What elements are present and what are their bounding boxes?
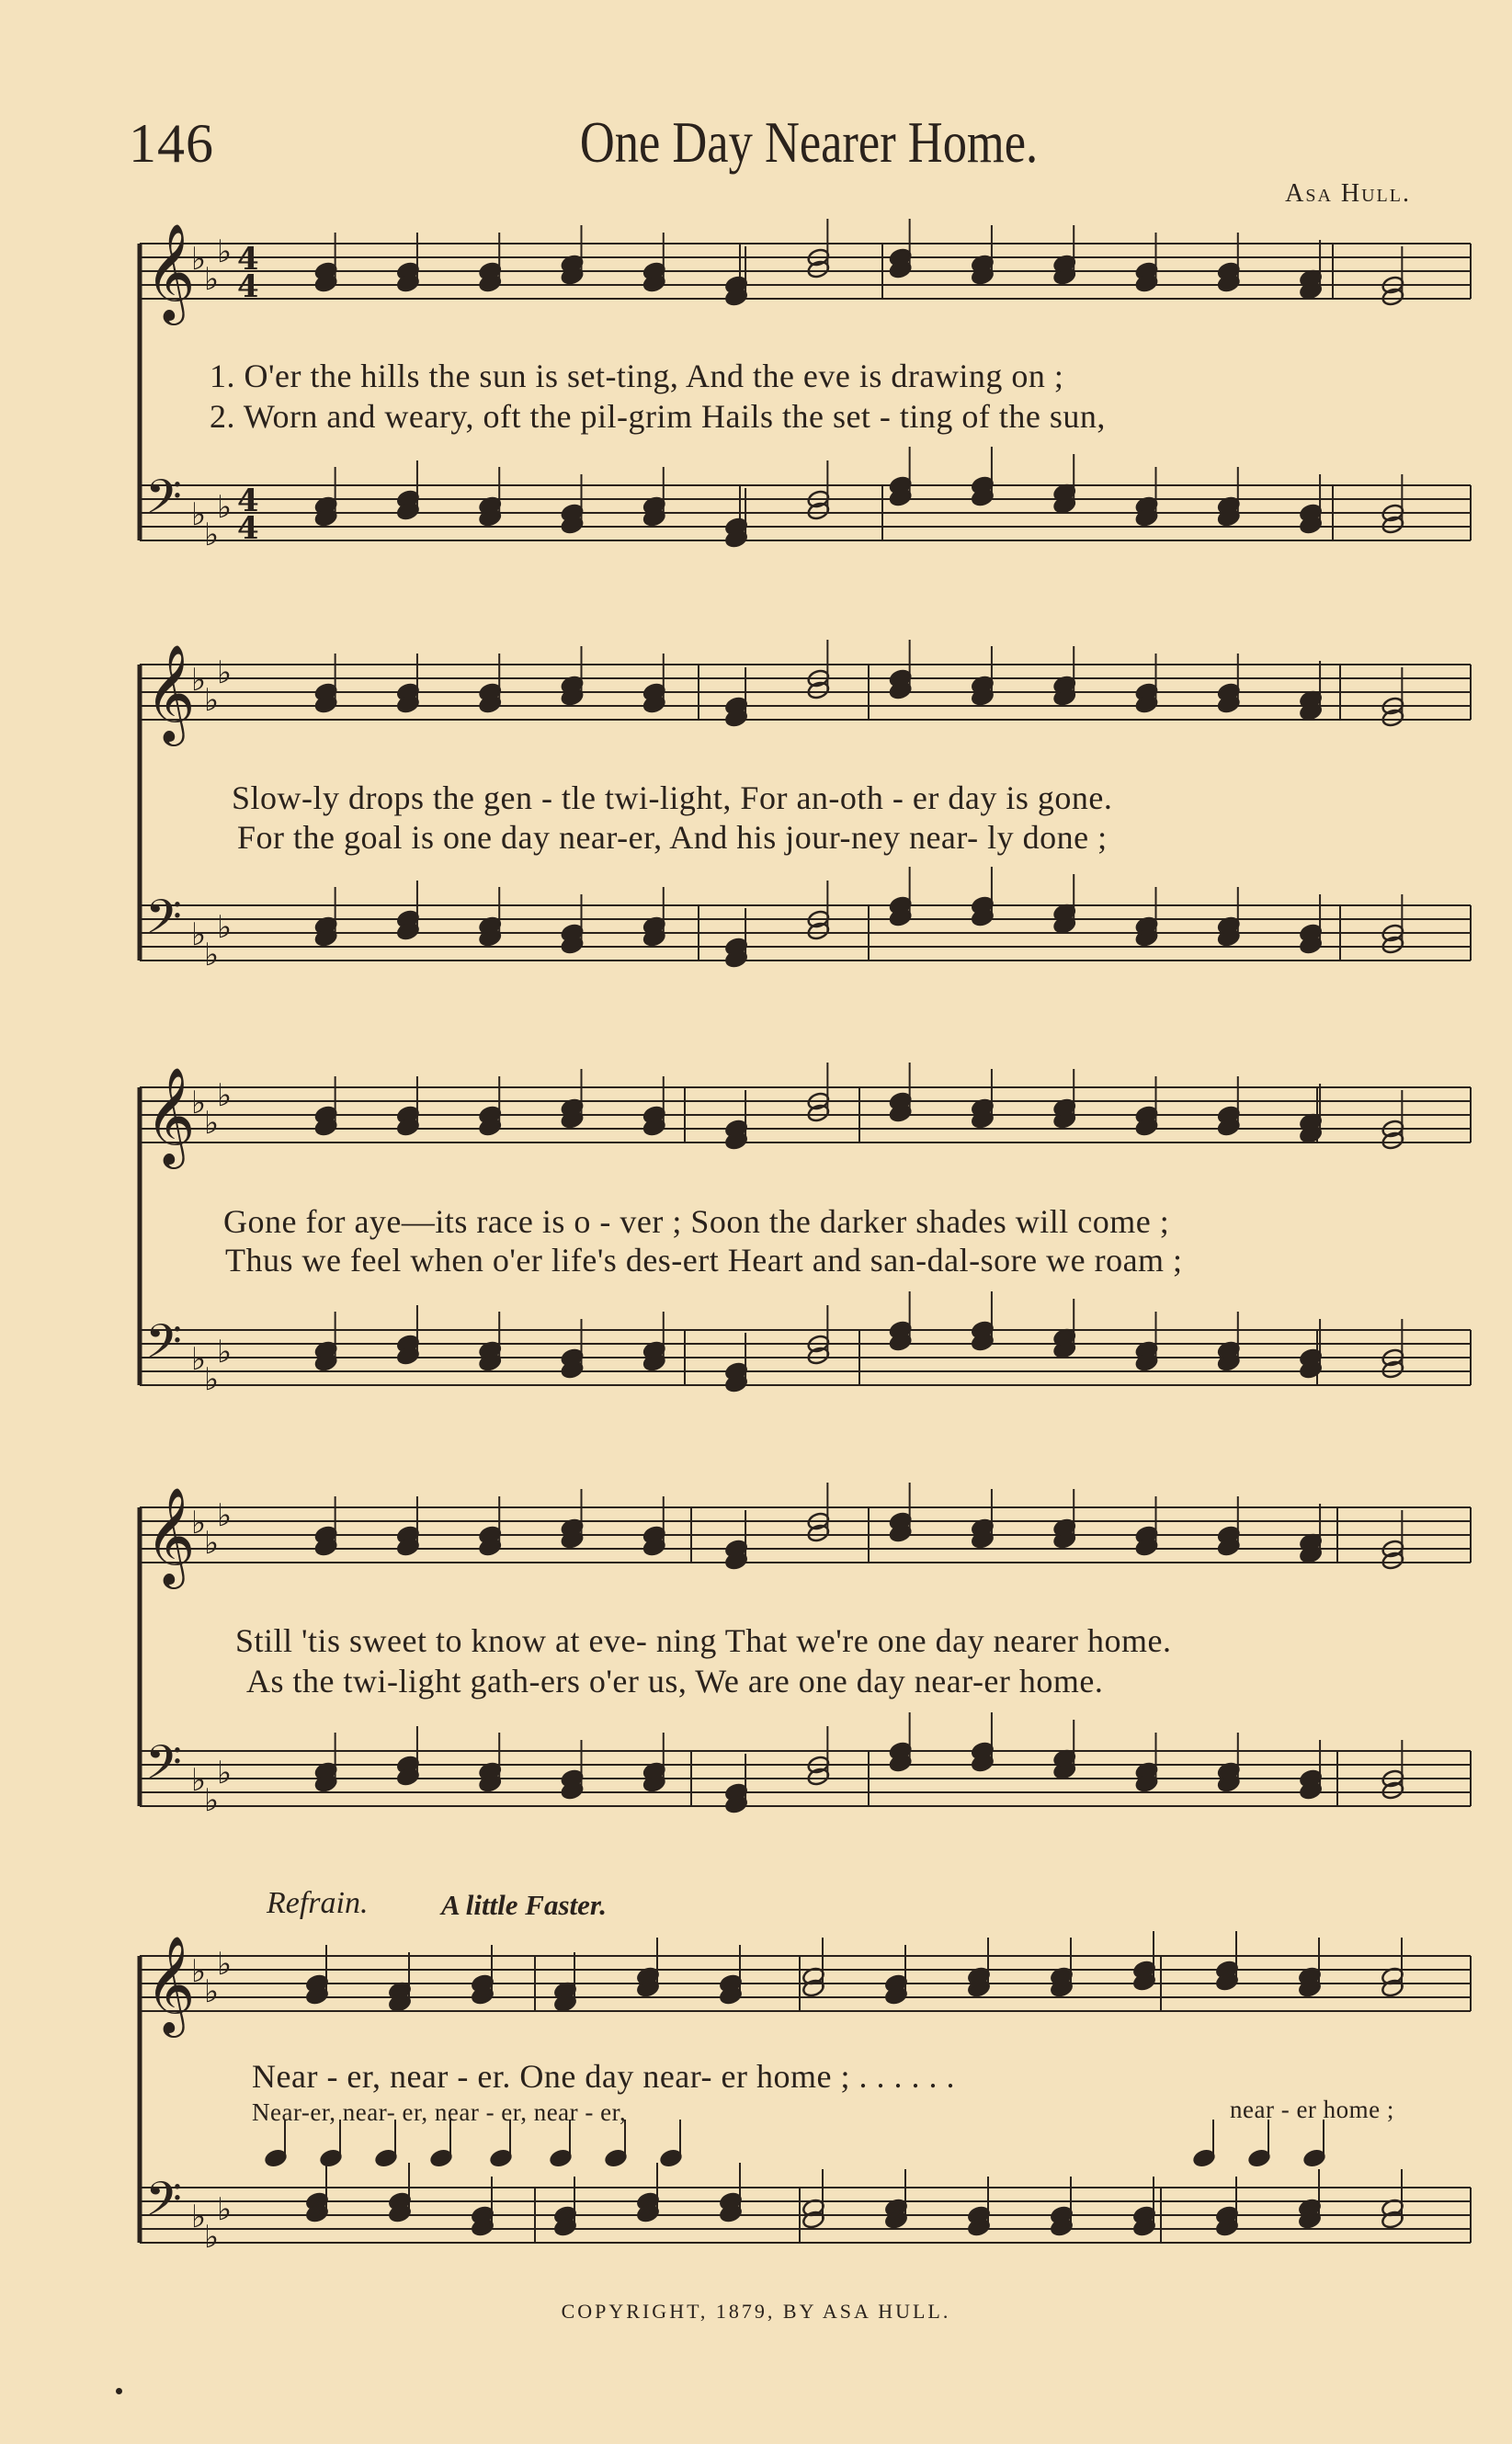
flat-icon: ♭ — [217, 654, 233, 691]
refrain-lyric-main: Near - er, near - er. One day near- er home ; . . . . . . — [252, 2058, 955, 2095]
flat-icon: ♭ — [191, 2199, 207, 2235]
flat-icon: ♭ — [217, 2191, 233, 2228]
flat-icon: ♭ — [191, 1505, 207, 1541]
composer-credit: Asa Hull. — [1285, 179, 1411, 208]
flat-icon: ♭ — [217, 1755, 233, 1791]
lyric-s3-verse2: Thus we feel when o'er life's des-ert Heart and san-dal-sore we roam ; — [225, 1242, 1183, 1279]
flat-icon: ♭ — [204, 1105, 220, 1142]
flat-icon: ♭ — [204, 937, 220, 973]
flat-icon: ♭ — [191, 1085, 207, 1121]
flat-icon: ♭ — [217, 1946, 233, 1983]
lyric-s2-verse2: For the goal is one day near-er, And his jour-ney near- ly done ; — [237, 819, 1108, 856]
tempo-marking: A little Faster. — [441, 1889, 608, 1921]
time-signature: 4 — [237, 510, 259, 547]
flat-icon: ♭ — [217, 1497, 233, 1534]
flat-icon: ♭ — [217, 1077, 233, 1114]
flat-icon: ♭ — [217, 233, 233, 270]
flat-icon: ♭ — [204, 1525, 220, 1562]
flat-icon: ♭ — [191, 241, 207, 278]
page-number: 146 — [129, 113, 214, 174]
refrain-lyric-echo-a: Near-er, near- er, near - er, near - er, — [252, 2098, 627, 2126]
stray-dot — [116, 2388, 122, 2394]
flat-icon: ♭ — [191, 1953, 207, 1990]
flat-icon: ♭ — [191, 1762, 207, 1799]
time-signature: 4 — [237, 268, 259, 305]
lyric-s1-verse2: 2. Worn and weary, oft the pil-grim Hails the set - ting of the sun, — [210, 398, 1106, 435]
bass-clef-icon: 𝄢 — [145, 1313, 182, 1381]
lyric-s4-verse1: Still 'tis sweet to know at eve- ning That we're one day nearer home. — [235, 1622, 1172, 1659]
flat-icon: ♭ — [191, 916, 207, 953]
bass-clef-icon: 𝄢 — [145, 2171, 182, 2238]
flat-icon: ♭ — [204, 1361, 220, 1398]
treble-clef-icon: 𝄞 — [145, 1486, 196, 1585]
lyric-s4-verse2: As the twi-light gath-ers o'er us, We are one day near-er home. — [246, 1663, 1104, 1699]
bass-clef-icon: 𝄢 — [145, 1734, 182, 1802]
flat-icon: ♭ — [204, 2219, 220, 2256]
flat-icon: ♭ — [204, 261, 220, 298]
song-title: One Day Nearer Home. — [579, 109, 1039, 175]
treble-clef-icon: 𝄞 — [145, 222, 196, 321]
flat-icon: ♭ — [191, 662, 207, 699]
refrain-lyric-echo-b: near - er home ; — [1230, 2096, 1394, 2123]
flat-icon: ♭ — [204, 1973, 220, 2010]
time-signature: 4 — [237, 241, 259, 278]
flat-icon: ♭ — [217, 909, 233, 946]
lyric-s1-verse1: 1. O'er the hills the sun is set-ting, And the eve is drawing on ; — [210, 358, 1064, 394]
flat-icon: ♭ — [191, 496, 207, 533]
lyric-s2-verse1: Slow-ly drops the gen - tle twi-light, For an-oth - er day is gone. — [232, 779, 1113, 816]
treble-clef-icon: 𝄞 — [145, 1935, 196, 2033]
flat-icon: ♭ — [217, 489, 233, 526]
flat-icon: ♭ — [191, 1341, 207, 1378]
treble-clef-icon: 𝄞 — [145, 643, 196, 742]
treble-clef-icon: 𝄞 — [145, 1066, 196, 1165]
flat-icon: ♭ — [217, 1334, 233, 1370]
time-signature: 4 — [237, 483, 259, 519]
flat-icon: ♭ — [204, 682, 220, 719]
bass-clef-icon: 𝄢 — [145, 469, 182, 536]
lyric-s3-verse1: Gone for aye—its race is o - ver ; Soon the darker shades will come ; — [223, 1203, 1170, 1240]
copyright-notice: COPYRIGHT, 1879, BY ASA HULL. — [561, 2300, 951, 2323]
bass-clef-icon: 𝄢 — [145, 889, 182, 956]
flat-icon: ♭ — [204, 517, 220, 553]
refrain-label: Refrain. — [267, 1886, 369, 1920]
flat-icon: ♭ — [204, 1782, 220, 1819]
